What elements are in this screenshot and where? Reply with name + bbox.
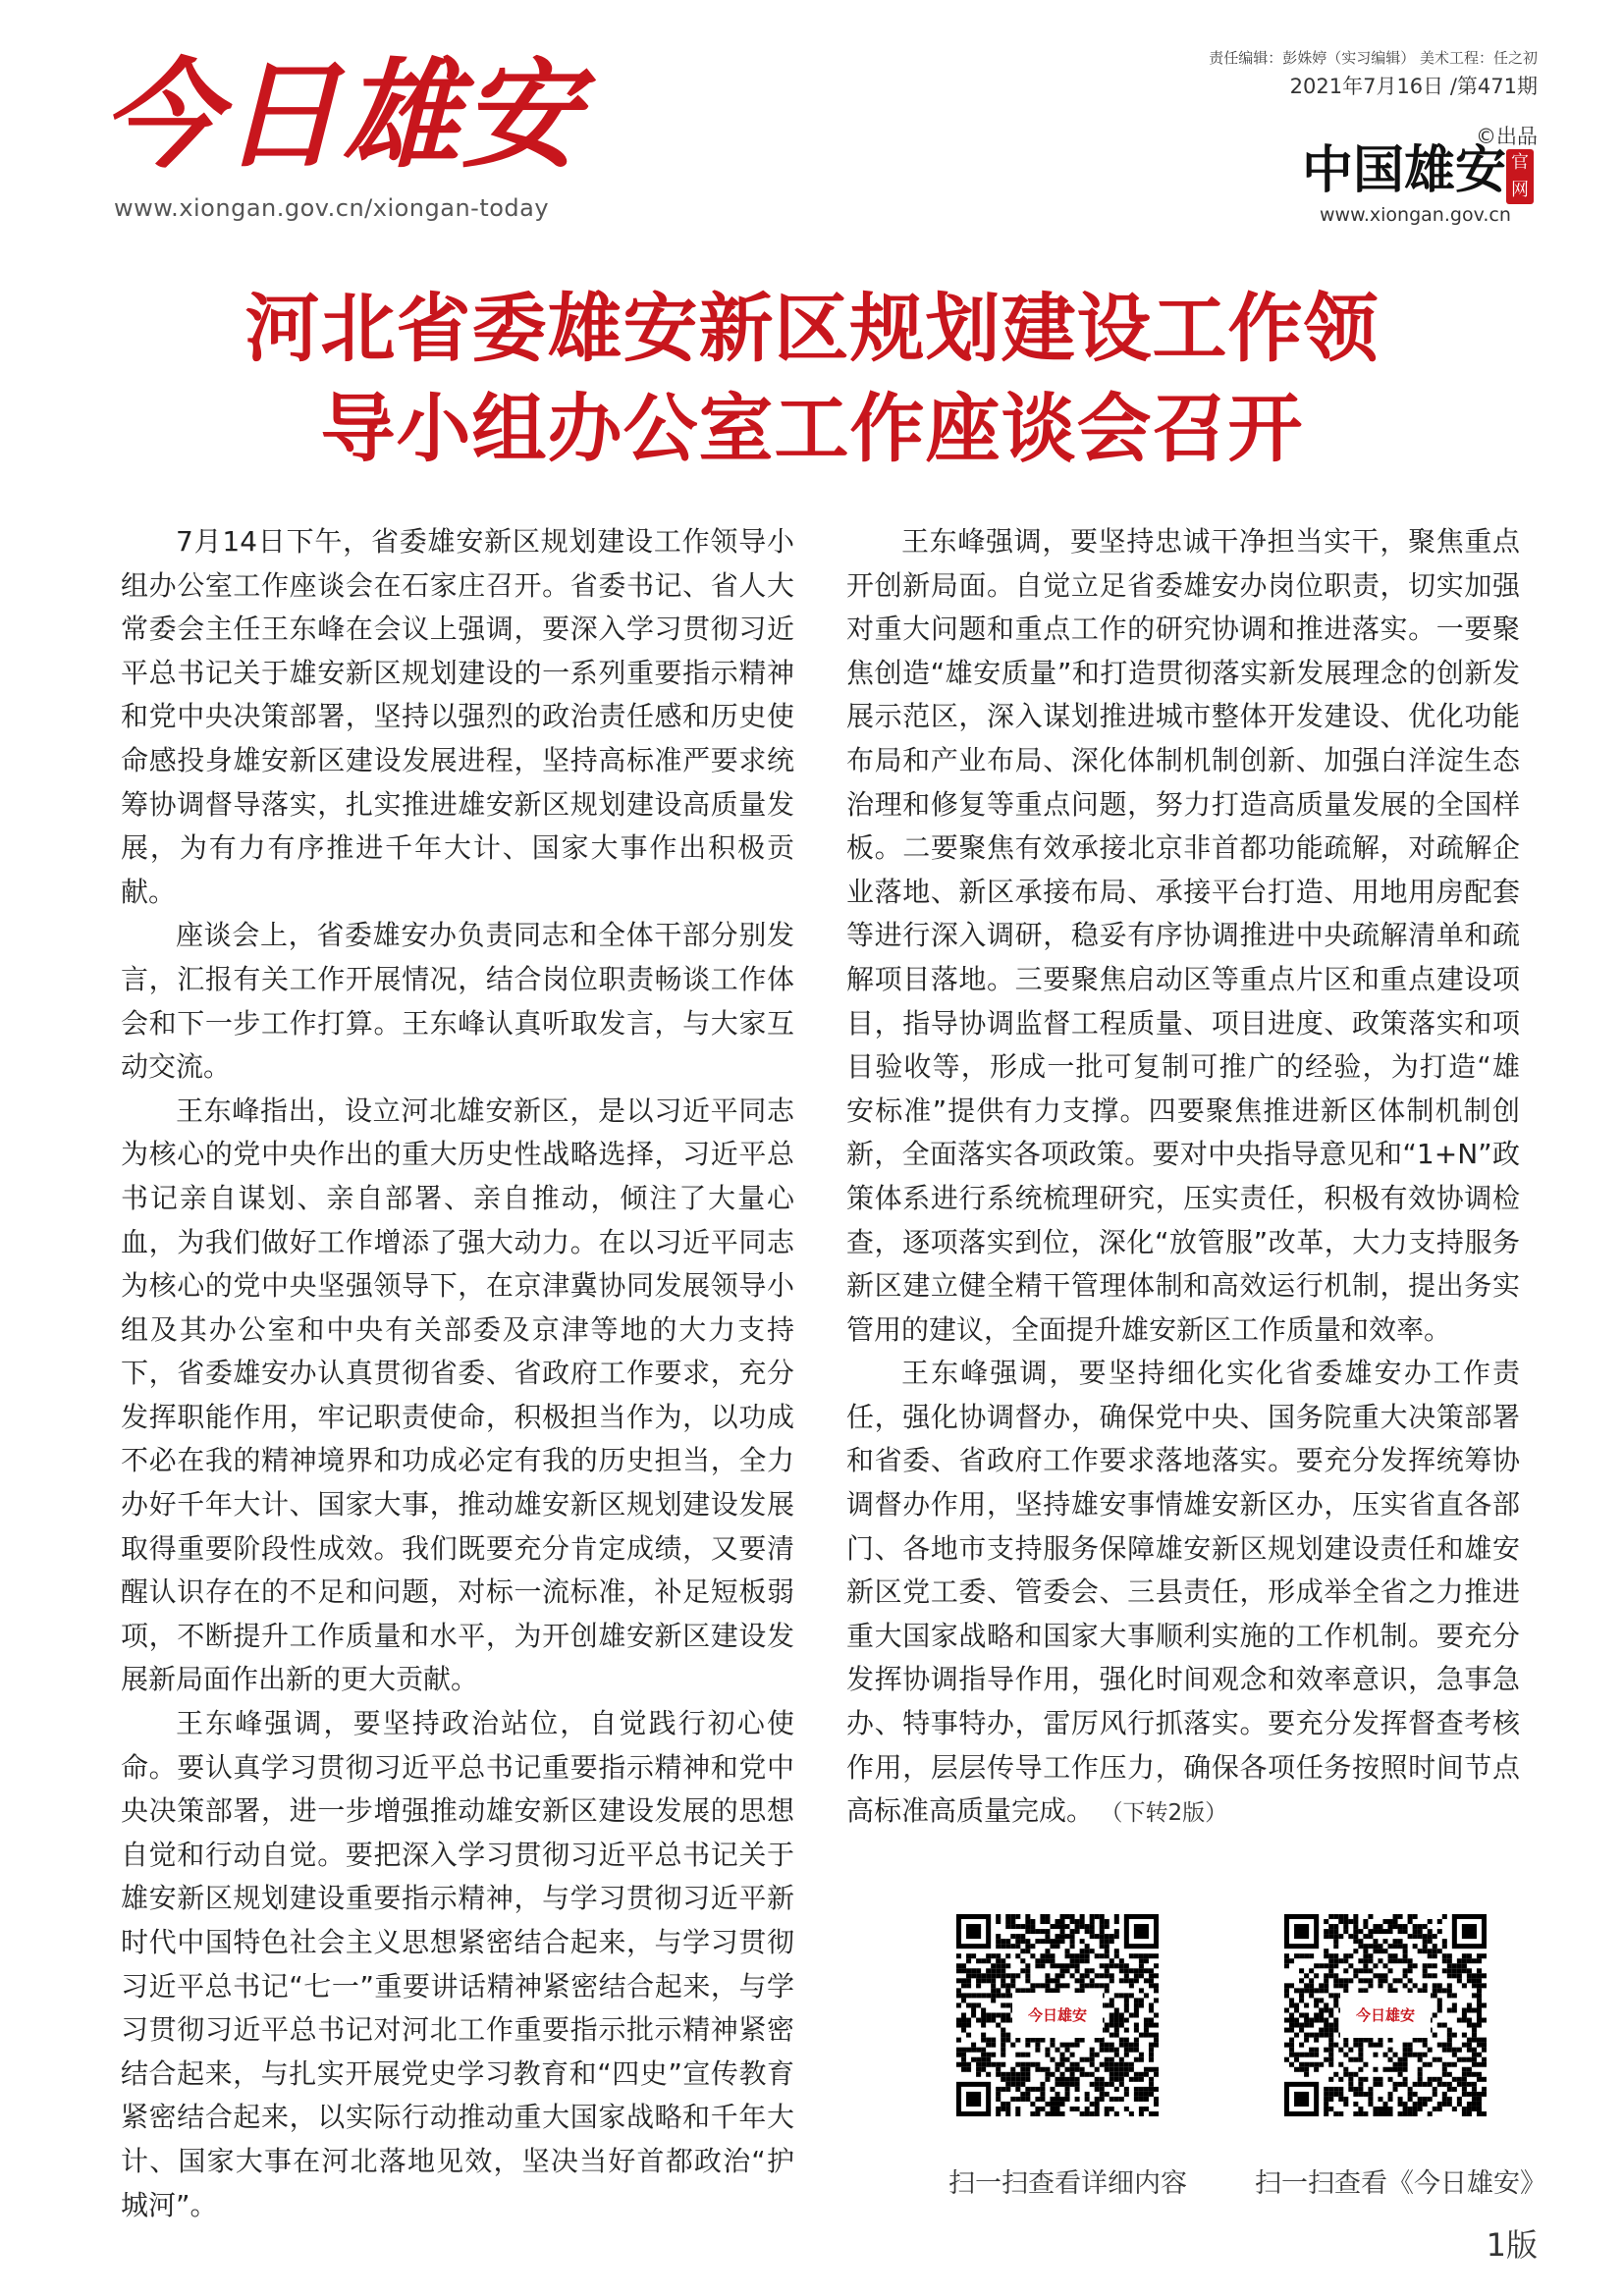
continued-note: （下转2版） <box>1111 1800 1228 1827</box>
article-paragraph: 7月14日下午，省委雄安新区规划建设工作领导小组办公室工作座谈会在石家庄召开。省委书记、省人大常委会主任王东峰在会议上强调，要深入学习贯彻习近平总书记关于雄安新区规划建设的一系列重要指示精神和党中央决策部署，坚持以强烈的政治责任感和历史使命感投身雄安新区建设发展进程，坚持高标准严要求统筹协调督导落实，扎实推进雄安新区规划建设高质量发展，为有力有序推进千年大计、国家大事作出积极贡献。 <box>121 525 794 908</box>
article-paragraph-text: 王东峰强调，要坚持细化实化省委雄安办工作责任，强化协调督办，确保党中央、国务院重大决策部署和省委、省政府工作要求落地落实。要充分发挥统筹协调督办作用，坚持雄安事情雄安新区办，压实省直各部门、各地市支持服务保障雄安新区规划建设责任和雄安新区党工委、管委会、三县责任，形成举全省之力推进重大国家战略和国家大事顺利实施的工作机制。要充分发挥协调指导作用，强化时间观念和效率意识，急事急办、特事特办，雷厉风行抓落实。要充分发挥督查考核作用，层层传导工作压力，确保各项任务按照时间节点高标准高质量完成。 <box>846 1357 1520 1828</box>
publisher-brand <box>1302 140 1538 226</box>
qr-code-details[interactable] <box>956 1914 1159 2116</box>
masthead-url[interactable]: www.xiongan.gov.cn/xiongan-today <box>114 194 550 222</box>
issue-info: 2021年7月16日 /第471期 <box>1289 75 1538 98</box>
qr-center-logo: 今日雄安 <box>1012 1993 1103 2038</box>
headline <box>98 279 1526 479</box>
article-paragraph: 王东峰指出，设立河北雄安新区，是以习近平同志为核心的党中央作出的重大历史性战略选择，习近平总书记亲自谋划、亲自部署、亲自推动，倾注了大量心血，为我们做好工作增添了强大动力。在以习近平同志为核心的党中央坚强领导下，在京津冀协同发展领导小组及其办公室和中央有关部委及京津等地的大力支持下，省委雄安办认真贯彻省委、省政府工作要求，充分发挥职能作用，牢记职责使命，积极担当作为，以功成不必在我的精神境界和功成必定有我的历史担当，全力办好千年大计、国家大事，推动雄安新区规划建设发展取得重要阶段性成效。我们既要充分肯定成绩，又要清醒认识存在的不足和问题，对标一流标准，补足短板弱项，不断提升工作质量和水平，为开创雄安新区建设发展新局面作出新的更大贡献。 <box>121 1094 794 1696</box>
headline-line-1: 河北省委雄安新区规划建设工作领 <box>244 285 1380 372</box>
article-column-right <box>846 520 1520 1836</box>
qr-caption-today: 扫一扫查看《今日雄安》 <box>1255 2168 1546 2199</box>
publisher-url[interactable]: www.xiongan.gov.cn <box>1320 204 1511 226</box>
publisher-brand-name: 中国雄安 <box>1302 140 1507 200</box>
official-seal-icon: 官网 <box>1506 149 1534 204</box>
article-column-left <box>121 520 794 2227</box>
page-number: 1版 <box>1486 2226 1538 2264</box>
publisher-credit: ©出品 <box>1476 125 1538 148</box>
article-paragraph: 王东峰强调，要坚持政治站位，自觉践行初心使命。要认真学习贯彻习近平总书记重要指示精神和党中央决策部署，进一步增强推动雄安新区建设发展的思想自觉和行动自觉。要把深入学习贯彻习近平总书记关于雄安新区规划建设重要指示精神，与学习贯彻习近平新时代中国特色社会主义思想紧密结合起来，与学习贯彻习近平总书记“七一”重要讲话精神紧密结合起来，与学习贯彻习近平总书记对河北工作重要指示批示精神紧密结合起来，与扎实开展党史学习教育和“四史”宣传教育紧密结合起来，以实际行动推动重大国家战略和千年大计、国家大事在河北落地见效，坚决当好首都政治“护城河”。 <box>121 1707 794 2221</box>
article-paragraph: 座谈会上，省委雄安办负责同志和全体干部分别发言，汇报有关工作开展情况，结合岗位职责畅谈工作体会和下一步工作打算。王东峰认真听取发言，与大家互动交流。 <box>121 919 794 1084</box>
headline-line-2: 导小组办公室工作座谈会召开 <box>320 385 1304 472</box>
masthead-logo: 今日雄安 <box>102 46 581 185</box>
qr-caption-details: 扫一扫查看详细内容 <box>948 2168 1187 2199</box>
qr-code-today[interactable] <box>1284 1914 1487 2116</box>
editor-info: 责任编辑：彭姝婷（实习编辑） 美术工程：任之初 <box>1209 49 1538 67</box>
article-paragraph <box>846 1352 1520 1836</box>
article-paragraph: 王东峰强调，要坚持忠诚干净担当实干，聚焦重点开创新局面。自觉立足省委雄安办岗位职责，切实加强对重大问题和重点工作的研究协调和推进落实。一要聚焦创造“雄安质量”和打造贯彻落实新发展理念的创新发展示范区，深入谋划推进城市整体开发建设、优化功能布局和产业布局、深化体制机制创新、加强白洋淀生态治理和修复等重点问题，努力打造高质量发展的全国样板。二要聚焦有效承接北京非首都功能疏解，对疏解企业落地、新区承接布局、承接平台打造、用地用房配套等进行深入调研，稳妥有序协调推进中央疏解清单和疏解项目落地。三要聚焦启动区等重点片区和重点建设项目，指导协调监督工程质量、项目进度、政策落实和项目验收等，形成一批可复制可推广的经验，为打造“雄安标准”提供有力支撑。四要聚焦推进新区体制机制创新，全面落实各项政策。要对中央指导意见和“1+N”政策体系进行系统梳理研究，压实责任，积极有效协调检查，逐项落实到位，深化“放管服”改革，大力支持服务新区建立健全精干管理体制和高效运行机制，提出务实管用的建议，全面提升雄安新区工作质量和效率。 <box>846 525 1520 1346</box>
qr-center-logo: 今日雄安 <box>1340 1993 1431 2038</box>
